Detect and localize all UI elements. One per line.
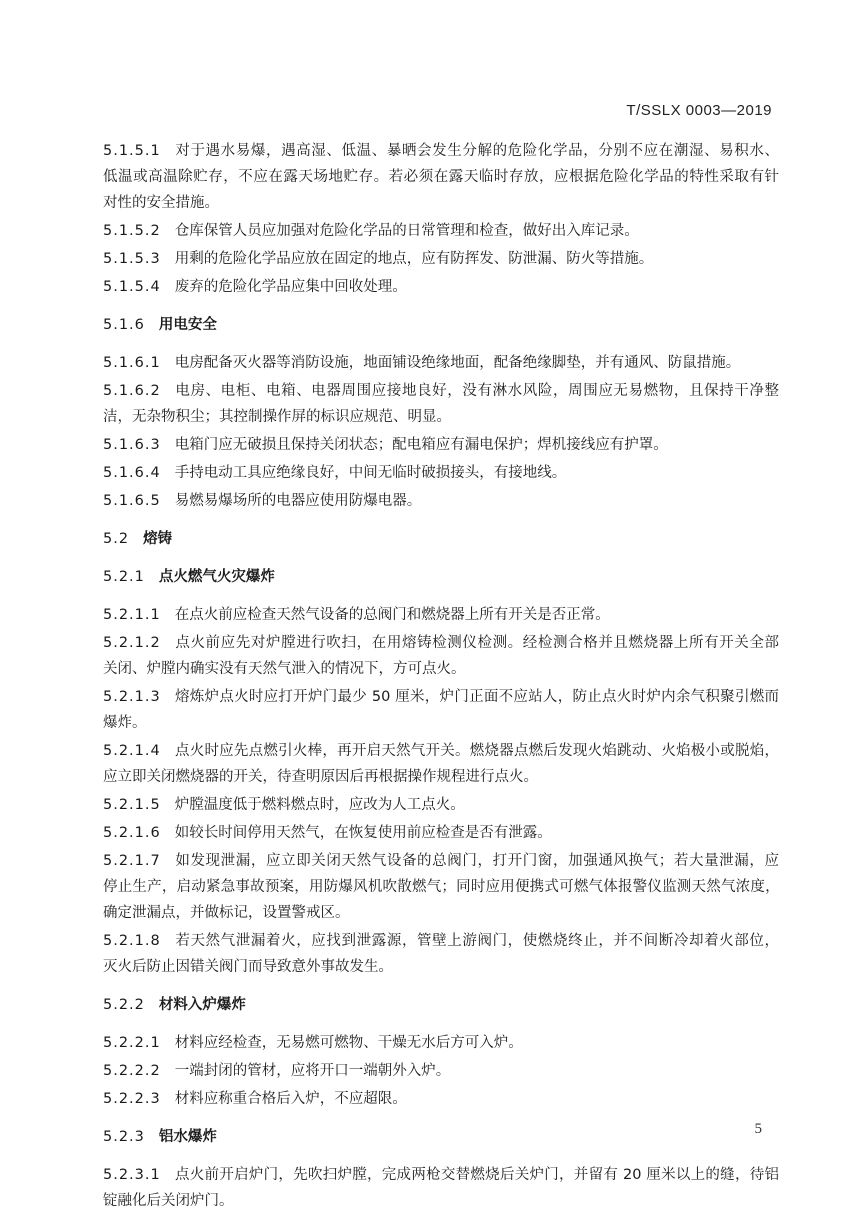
clause-number: 5.2.1.8 xyxy=(103,933,161,949)
section-number: 5.1.6 xyxy=(103,317,145,333)
clause-5-1-6-2-line-2 xyxy=(103,404,779,430)
section-title: 熔铸 xyxy=(143,531,173,547)
section-title: 铝水爆炸 xyxy=(158,1129,217,1145)
clause-text: 对性的安全措施。 xyxy=(103,195,219,211)
clause-5-2-1-3-line-1 xyxy=(103,684,779,710)
clause-5-1-5-1-line-2 xyxy=(103,164,779,190)
clause-text: 应立即关闭燃烧器的开关，待查明原因后再根据操作规程进行点火。 xyxy=(103,769,538,785)
clause-5-1-5-1-line-3 xyxy=(103,190,779,216)
section-title: 用电安全 xyxy=(158,317,217,333)
clause-text: 对于遇水易爆，遇高湿、低温、暴晒会发生分解的危险化学品，分别不应在潮湿、易积水、 xyxy=(174,143,779,159)
clause-5-1-6-5 xyxy=(103,488,779,514)
clause-number: 5.1.5.1 xyxy=(103,143,161,159)
clause-5-2-1-2-line-2 xyxy=(103,656,779,682)
clause-text: 熔炼炉点火时应打开炉门最少 50 厘米，炉门正面不应站人，防止点火时炉内余气积聚引燃而 xyxy=(174,689,779,705)
section-heading-5-1-6 xyxy=(103,312,779,338)
section-heading-5-2-1 xyxy=(103,564,779,590)
clause-5-1-6-4 xyxy=(103,460,779,486)
clause-5-2-3-1-line-1 xyxy=(103,1162,779,1188)
section-number: 5.2.2 xyxy=(103,997,145,1013)
clause-5-2-3-1-line-2 xyxy=(103,1188,779,1214)
clause-5-1-5-4 xyxy=(103,274,779,300)
clause-text: 材料应称重合格后入炉，不应超限。 xyxy=(174,1091,407,1107)
document-body xyxy=(103,138,779,1214)
document-code: T/SSLX 0003—2019 xyxy=(626,102,772,119)
clause-number: 5.2.2.2 xyxy=(103,1063,161,1079)
clause-number: 5.1.5.4 xyxy=(103,279,161,295)
section-heading-5-2-3 xyxy=(103,1124,779,1150)
section-title: 点火燃气火灾爆炸 xyxy=(158,569,275,585)
clause-5-2-1-2-line-1 xyxy=(103,630,779,656)
clause-number: 5.2.1.3 xyxy=(103,689,161,705)
section-number: 5.2.3 xyxy=(103,1129,145,1145)
clause-number: 5.2.1.4 xyxy=(103,743,161,759)
clause-text: 锭融化后关闭炉门。 xyxy=(103,1193,234,1209)
clause-5-2-2-3 xyxy=(103,1086,779,1112)
clause-number: 5.1.5.3 xyxy=(103,251,161,267)
clause-5-2-1-3-line-2 xyxy=(103,710,779,736)
clause-5-2-1-7-line-3 xyxy=(103,900,779,926)
clause-text: 点火前开启炉门，先吹扫炉膛，完成两枪交替燃烧后关炉门，并留有 20 厘米以上的缝，待铝 xyxy=(174,1167,779,1183)
clause-number: 5.2.1.2 xyxy=(103,635,161,651)
clause-text: 如较长时间停用天然气，在恢复使用前应检查是否有泄露。 xyxy=(174,825,552,841)
clause-5-2-1-5 xyxy=(103,792,779,818)
clause-5-2-1-8-line-1 xyxy=(103,928,779,954)
clause-text: 电房、电柜、电箱、电器周围应接地良好，没有淋水风险，周围应无易燃物，且保持干净整 xyxy=(174,383,779,399)
clause-text: 仓库保管人员应加强对危险化学品的日常管理和检查，做好出入库记录。 xyxy=(174,223,639,239)
clause-text: 点火前应先对炉膛进行吹扫，在用熔铸检测仪检测。经检测合格并且燃烧器上所有开关全部 xyxy=(174,635,779,651)
clause-number: 5.2.2.1 xyxy=(103,1035,161,1051)
clause-5-1-6-3 xyxy=(103,432,779,458)
clause-number: 5.2.1.1 xyxy=(103,607,161,623)
clause-5-2-2-2 xyxy=(103,1058,779,1084)
clause-text: 如发现泄漏，应立即关闭天然气设备的总阀门，打开门窗，加强通风换气；若大量泄漏，应 xyxy=(174,853,779,869)
clause-5-2-1-1 xyxy=(103,602,779,628)
clause-text: 一端封闭的管材，应将开口一端朝外入炉。 xyxy=(174,1063,451,1079)
clause-number: 5.1.6.4 xyxy=(103,465,161,481)
clause-text: 灭火后防止因错关阀门而导致意外事故发生。 xyxy=(103,959,393,975)
clause-5-1-6-1 xyxy=(103,350,779,376)
clause-number: 5.1.6.3 xyxy=(103,437,161,453)
clause-text: 电箱门应无破损且保持关闭状态；配电箱应有漏电保护；焊机接线应有护罩。 xyxy=(174,437,668,453)
clause-text: 在点火前应检查天然气设备的总阀门和燃烧器上所有开关是否正常。 xyxy=(174,607,610,623)
clause-text: 炉膛温度低于燃料燃点时，应改为人工点火。 xyxy=(174,797,465,813)
clause-number: 5.2.1.6 xyxy=(103,825,161,841)
clause-text: 爆炸。 xyxy=(103,715,147,731)
clause-text: 材料应经检查，无易燃可燃物、干燥无水后方可入炉。 xyxy=(174,1035,523,1051)
clause-text: 废弃的危险化学品应集中回收处理。 xyxy=(174,279,407,295)
clause-text: 停止生产，启动紧急事故预案，用防爆风机吹散燃气；同时应用便携式可燃气体报警仪监测天然气浓度， xyxy=(103,879,779,895)
clause-number: 5.1.6.5 xyxy=(103,493,161,509)
clause-5-2-1-6 xyxy=(103,820,779,846)
clause-number: 5.2.2.3 xyxy=(103,1091,161,1107)
clause-5-1-5-1-line-1 xyxy=(103,138,779,164)
clause-text: 易燃易爆场所的电器应使用防爆电器。 xyxy=(174,493,422,509)
page-number: 5 xyxy=(754,1121,762,1137)
section-heading-5-2 xyxy=(103,526,779,552)
clause-number: 5.1.6.1 xyxy=(103,355,161,371)
clause-text: 用剩的危险化学品应放在固定的地点，应有防挥发、防泄漏、防火等措施。 xyxy=(174,251,654,267)
clause-text: 关闭、炉膛内确实没有天然气泄入的情况下，方可点火。 xyxy=(103,661,466,677)
clause-5-2-1-7-line-1 xyxy=(103,848,779,874)
clause-5-2-1-7-line-2 xyxy=(103,874,779,900)
section-number: 5.2.1 xyxy=(103,569,145,585)
clause-number: 5.2.1.7 xyxy=(103,853,161,869)
clause-5-1-6-2-line-1 xyxy=(103,378,779,404)
clause-5-2-1-4-line-2 xyxy=(103,764,779,790)
section-title: 材料入炉爆炸 xyxy=(158,997,246,1013)
clause-text: 点火时应先点燃引火棒，再开启天然气开关。燃烧器点燃后发现火焰跳动、火焰极小或脱焰， xyxy=(174,743,779,759)
clause-5-2-1-8-line-2 xyxy=(103,954,779,980)
clause-text: 确定泄漏点，并做标记，设置警戒区。 xyxy=(103,905,350,921)
clause-number: 5.1.6.2 xyxy=(103,383,161,399)
clause-number: 5.1.5.2 xyxy=(103,223,161,239)
clause-5-2-2-1 xyxy=(103,1030,779,1056)
clause-number: 5.2.3.1 xyxy=(103,1167,161,1183)
clause-5-1-5-3 xyxy=(103,246,779,272)
clause-text: 低温或高温除贮存，不应在露天场地贮存。若必须在露天临时存放，应根据危险化学品的特性采取有针 xyxy=(103,169,779,185)
clause-number: 5.2.1.5 xyxy=(103,797,161,813)
clause-text: 电房配备灭火器等消防设施，地面铺设绝缘地面，配备绝缘脚垫，并有通风、防鼠措施。 xyxy=(174,355,741,371)
clause-5-1-5-2 xyxy=(103,218,779,244)
clause-5-2-1-4-line-1 xyxy=(103,738,779,764)
clause-text: 洁，无杂物积尘；其控制操作屏的标识应规范、明显。 xyxy=(103,409,451,425)
section-number: 5.2 xyxy=(103,531,130,547)
section-heading-5-2-2 xyxy=(103,992,779,1018)
clause-text: 若天然气泄漏着火，应找到泄露源，管壁上游阀门，使燃烧终止，并不间断冷却着火部位， xyxy=(174,933,779,949)
clause-text: 手持电动工具应绝缘良好，中间无临时破损接头，有接地线。 xyxy=(174,465,567,481)
